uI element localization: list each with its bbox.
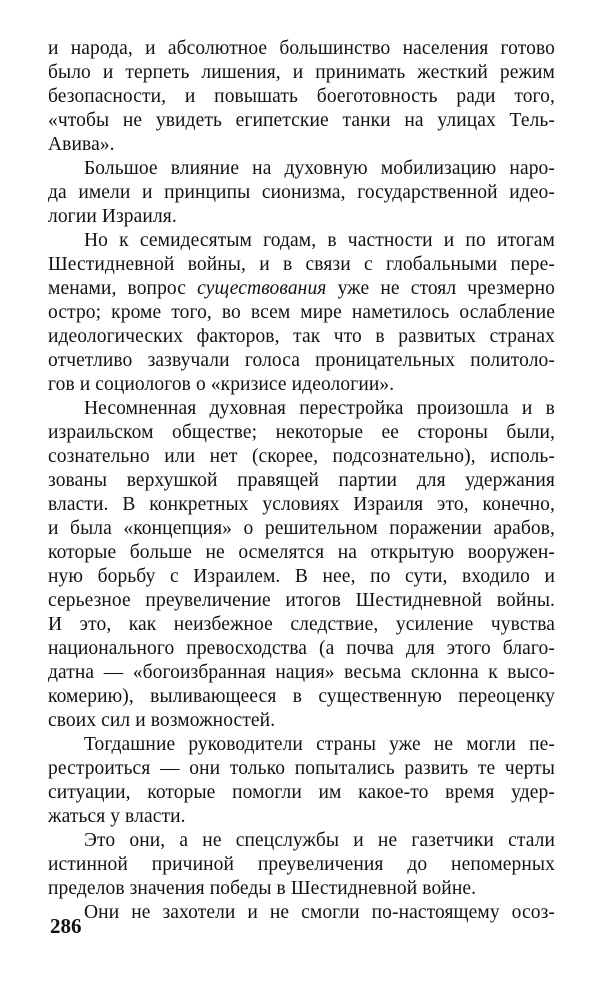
text-line: и была «концепция» о решительном поражении арабов, <box>48 518 555 539</box>
text-line: остро; кроме того, во всем мире наметилось ослабление <box>48 302 555 323</box>
text-line: гов и социологов о «кризисе идеологии». <box>48 374 395 395</box>
text-line: Авива». <box>48 134 115 155</box>
paragraph-first-line: Большое влияние на духовную мобилизацию наро- <box>84 158 555 179</box>
text-line: логии Израиля. <box>48 206 177 227</box>
emphasized-word: существования <box>197 278 327 299</box>
paragraph-first-line: Несомненная духовная перестройка произошла и в <box>84 398 555 419</box>
text-line: комерию), выливающееся в существенную переоценку <box>48 686 555 707</box>
text-line: «чтобы не увидеть египетские танки на улицах Тель- <box>48 110 555 131</box>
text-line: сознательно или нет (скорее, подсознательно), исполь- <box>48 446 555 467</box>
text-line: серьезное преувеличение итогов Шестидневной войны. <box>48 590 555 611</box>
paragraph-first-line: Тогдашние руководители страны уже не могли пе- <box>84 734 555 755</box>
text-line: власти. В конкретных условиях Израиля это, конечно, <box>48 494 555 515</box>
text-line: было и терпеть лишения, и принимать жесткий режим <box>48 62 555 83</box>
text-line: да имели и принципы сионизма, государственной идео- <box>48 182 555 203</box>
text-line: национального превосходства (а почва для этого благо- <box>48 638 555 659</box>
text-line: истинной причиной преувеличения до непомерных <box>48 854 555 875</box>
paragraph-first-line: Но к семидесятым годам, в частности и по итогам <box>84 230 555 251</box>
text-line: Шестидневной войны, и в связи с глобальными пере- <box>48 254 555 275</box>
paragraph-first-line: Они не захотели и не смогли по-настоящему осоз- <box>84 902 555 923</box>
text-segment: менами, вопрос <box>48 278 187 299</box>
text-line: ную борьбу с Израилем. В нее, по сути, входило и <box>48 566 555 587</box>
text-line: пределов значения победы в Шестидневной войне. <box>48 878 477 899</box>
text-line: своих сил и возможностей. <box>48 710 276 731</box>
text-line: идеологических факторов, так что в развитых странах <box>48 326 555 347</box>
text-line: зованы верхушкой правящей партии для удержания <box>48 470 555 491</box>
text-line: жаться у власти. <box>48 806 186 827</box>
text-line: И это, как неизбежное следствие, усиление чувства <box>48 614 555 635</box>
text-line: отчетливо зазвучали голоса проницательных политоло- <box>48 350 555 371</box>
paragraph-first-line: Это они, а не спецслужбы и не газетчики стали <box>84 830 555 851</box>
page-number: 286 <box>50 914 82 938</box>
text-line: безопасности, и повышать боеготовность ради того, <box>48 86 555 107</box>
text-line: израильском обществе; некоторые ее стороны были, <box>48 422 555 443</box>
text-line: ситуации, которые помогли им какое-то время удер- <box>48 782 555 803</box>
text-line-with-emphasis <box>48 277 555 301</box>
text-line: и народа, и абсолютное большинство населения готово <box>48 38 555 59</box>
text-line: рестроиться — они только попытались развить те черты <box>48 758 555 779</box>
text-line: датна — «богоизбранная нация» весьма склонна к высо- <box>48 662 555 683</box>
text-line: которые больше не осмелятся на открытую вооружен- <box>48 542 555 563</box>
text-segment: уже не стоял чрезмерно <box>337 278 555 299</box>
